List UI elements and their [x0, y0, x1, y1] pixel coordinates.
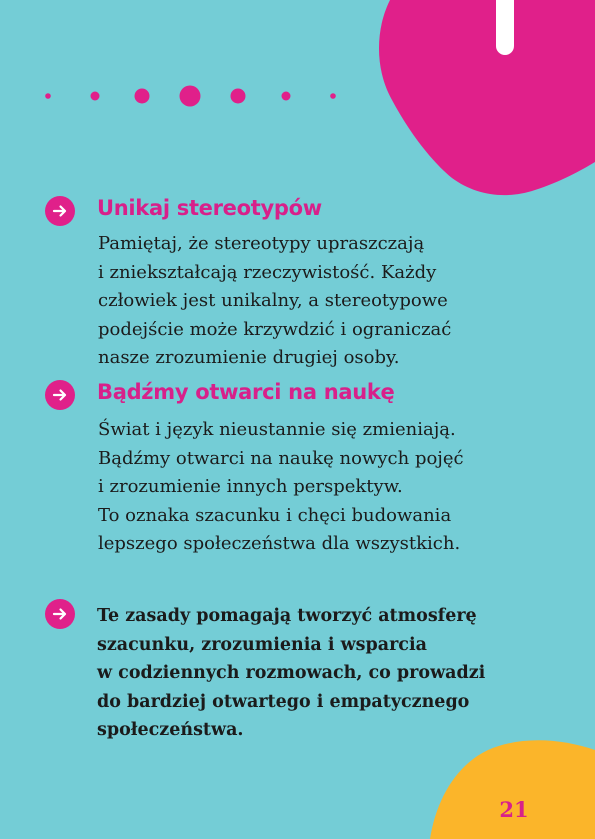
body-line: lepszego społeczeństwa dla wszystkich.: [98, 533, 461, 554]
page-number: 21: [499, 797, 529, 822]
dot: [282, 92, 291, 101]
body-line: Pamiętaj, że stereotypy upraszczają: [98, 233, 425, 254]
dot: [330, 93, 336, 99]
body-line: To oznaka szacunku i chęci budowania: [98, 504, 452, 526]
summary-text: [97, 602, 485, 745]
summary-line: Te zasady pomagają tworzyć atmosferę: [97, 606, 477, 626]
body-line: człowiek jest unikalny, a stereotypowe: [98, 290, 448, 311]
arrow-right-circle-icon: [45, 196, 75, 226]
section-body: [98, 230, 451, 373]
arrow-right-circle-icon: [45, 380, 75, 410]
dot: [135, 89, 150, 104]
arrow-right-circle-icon: [45, 599, 75, 629]
body-line: podejście może krzywdzić i ograniczać: [98, 318, 452, 340]
dot: [231, 89, 246, 104]
summary-line: społeczeństwa.: [97, 720, 244, 740]
section-heading: Bądźmy otwarci na naukę: [97, 380, 395, 404]
dot: [180, 86, 201, 107]
dot: [91, 92, 100, 101]
section-heading: Unikaj stereotypów: [97, 196, 322, 220]
summary-line: do bardziej otwartego i empatycznego: [97, 691, 470, 712]
body-line: i zrozumienie innych perspektyw.: [98, 476, 403, 497]
body-line: i zniekształcają rzeczywistość. Każdy: [98, 261, 437, 283]
body-line: Bądźmy otwarci na naukę nowych pojęć: [98, 447, 464, 469]
summary-line: szacunku, zrozumienia i wsparcia: [97, 634, 427, 655]
summary-line: w codziennych rozmowach, co prowadzi: [97, 663, 486, 683]
dot: [45, 93, 51, 99]
section-body: [98, 416, 464, 559]
body-line: Świat i język nieustannie się zmieniają.: [98, 419, 456, 440]
body-line: nasze zrozumienie drugiej osoby.: [98, 347, 400, 368]
